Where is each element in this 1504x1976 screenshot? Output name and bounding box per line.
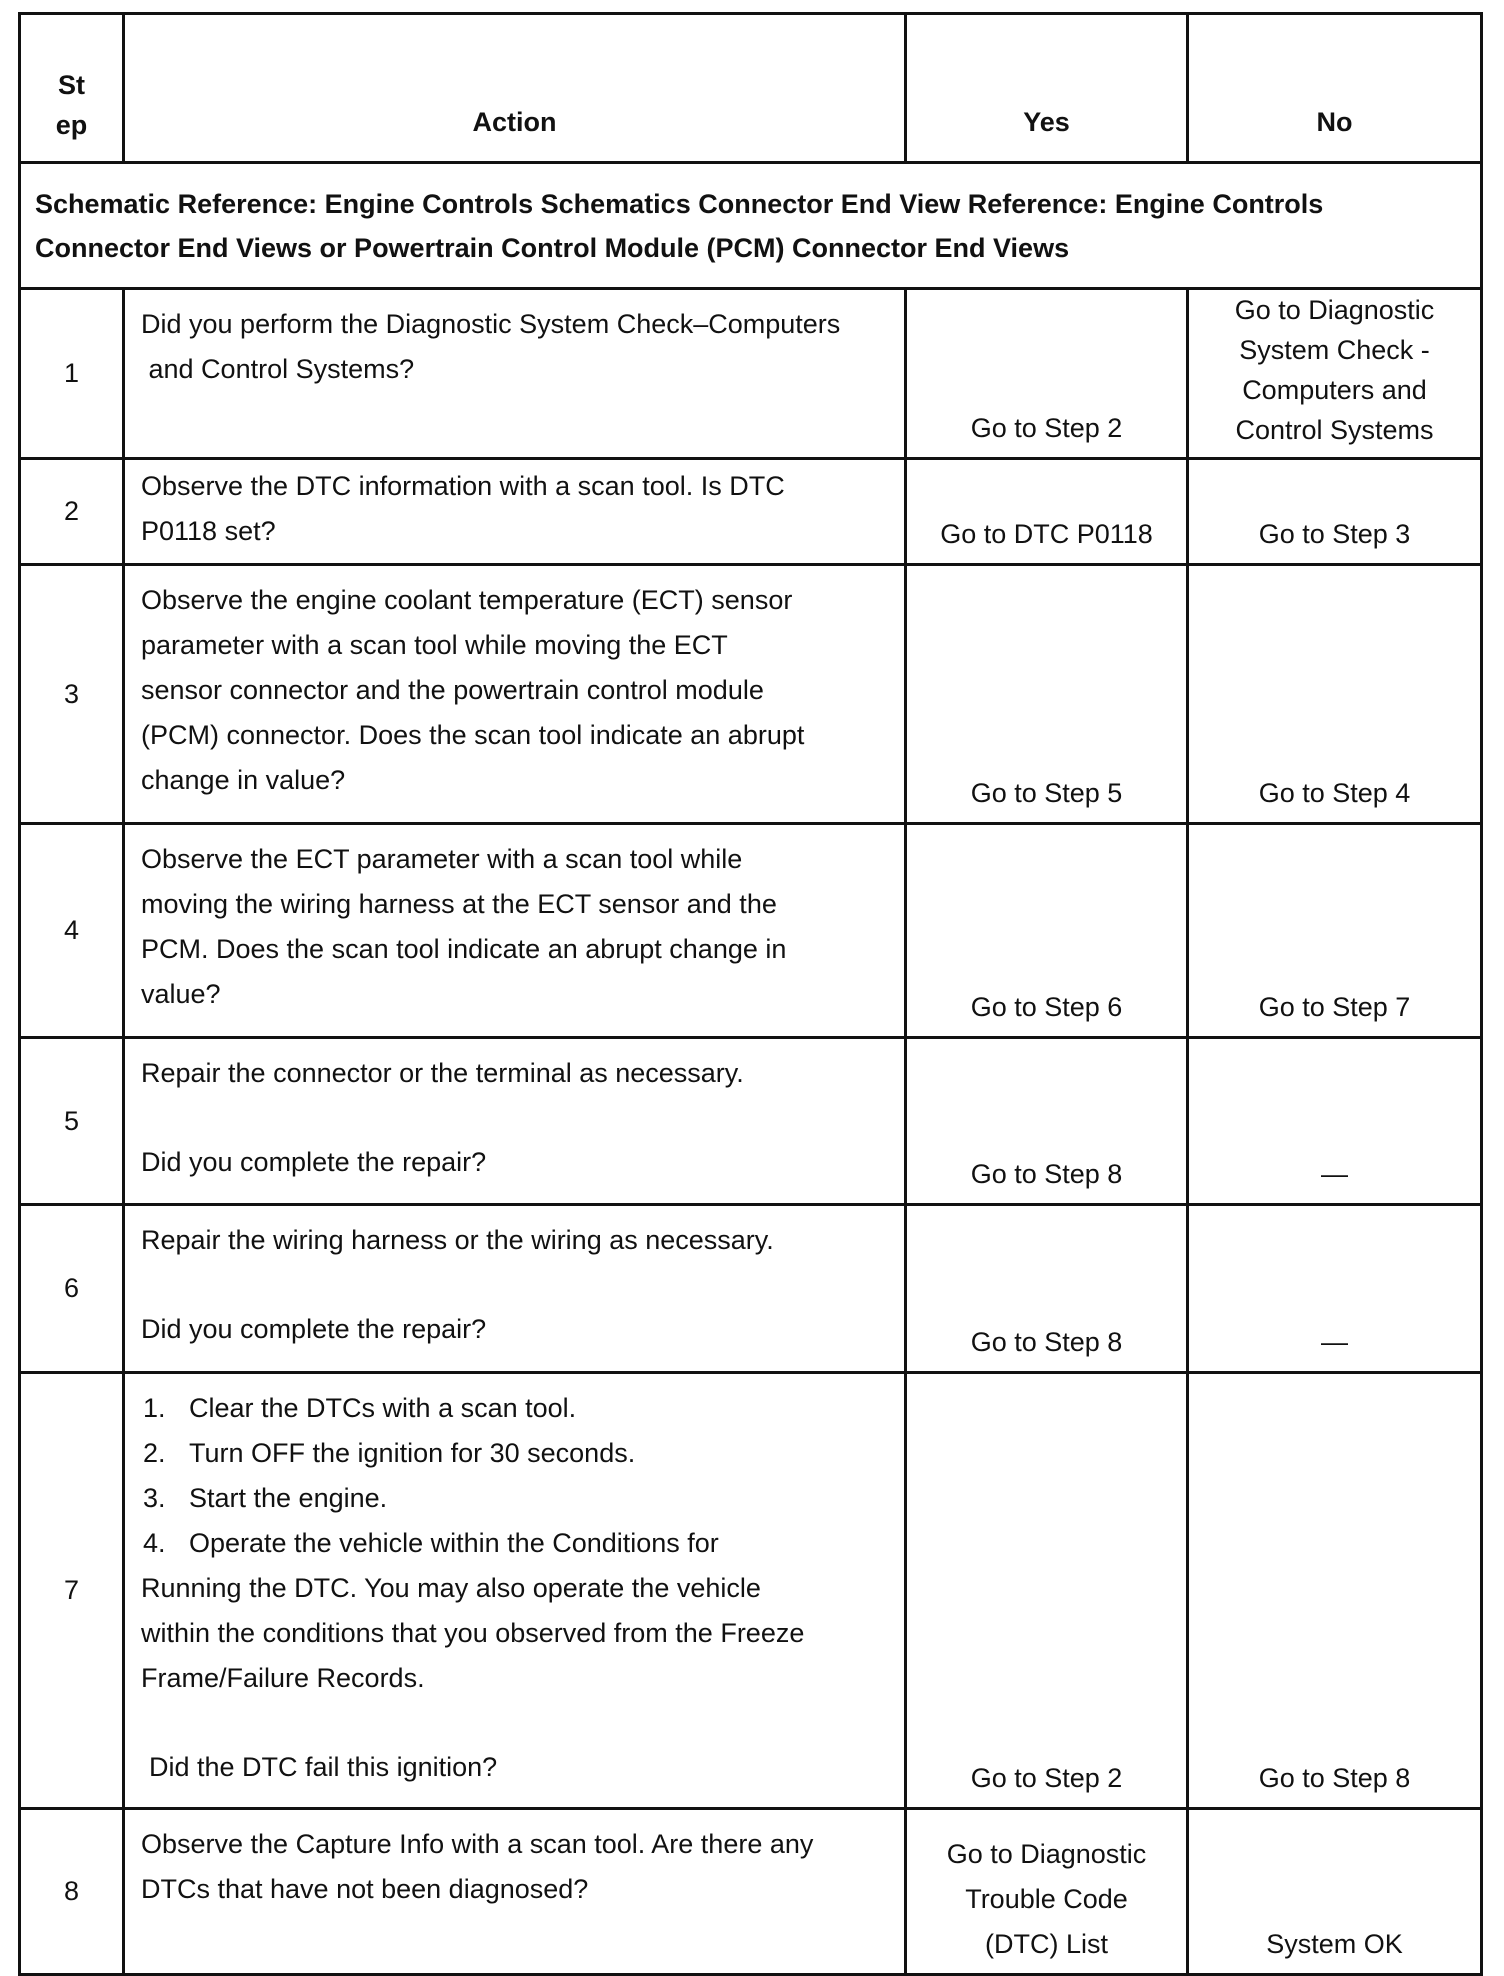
no-line: Control Systems <box>1235 414 1434 445</box>
no-line: System Check - <box>1239 334 1430 365</box>
action-question: Did the DTC fail this ignition? <box>149 1752 498 1783</box>
no-line: Go to Step 8 <box>1258 1763 1411 1794</box>
spacer <box>141 1096 888 1140</box>
yes-cell <box>906 1809 1188 1975</box>
action-question: Did you complete the repair? <box>141 1146 487 1177</box>
action-line: Frame/Failure Records. <box>141 1663 425 1694</box>
list-number: 4. <box>143 1528 166 1559</box>
action-cell <box>124 288 906 459</box>
table-row <box>20 459 1482 565</box>
schematic-reference-row <box>20 163 1482 288</box>
step-number: 4 <box>20 823 124 1037</box>
yes-line: Go to Step 5 <box>970 777 1123 808</box>
yes-cell <box>906 459 1188 565</box>
no-line: Go to Diagnostic <box>1234 294 1435 325</box>
list-number: 1. <box>143 1393 166 1424</box>
no-cell <box>1188 459 1482 565</box>
no-cell <box>1188 565 1482 824</box>
action-line: value? <box>141 978 221 1009</box>
yes-line: Go to DTC P0118 <box>940 519 1153 550</box>
list-text: Clear the DTCs with a scan tool. <box>189 1393 577 1424</box>
step-number: 5 <box>20 1037 124 1205</box>
list-item <box>141 1521 888 1566</box>
no-line: Go to Step 4 <box>1258 777 1411 808</box>
action-cell <box>124 1809 906 1975</box>
yes-line: Go to Step 6 <box>970 991 1123 1022</box>
action-cell <box>124 1373 906 1809</box>
action-line: Repair the connector or the terminal as necessary. <box>141 1057 744 1088</box>
action-cell <box>124 459 906 565</box>
yes-line: Go to Diagnostic <box>946 1839 1147 1869</box>
action-cell <box>124 1037 906 1205</box>
step-column-header <box>20 14 124 163</box>
action-line: within the conditions that you observed from the Freeze <box>141 1618 805 1649</box>
step-number: 3 <box>20 565 124 824</box>
list-text: Turn OFF the ignition for 30 seconds. <box>189 1438 636 1469</box>
action-cell <box>124 565 906 824</box>
schematic-reference-line2: Connector End Views or Powertrain Control Module (PCM) Connector End Views <box>35 232 1070 263</box>
spacer <box>141 1263 888 1307</box>
no-line: System OK <box>1266 1929 1403 1959</box>
no-cell <box>1188 1205 1482 1373</box>
action-line: P0118 set? <box>141 516 276 547</box>
spacer <box>141 1701 888 1745</box>
step-number: 7 <box>20 1373 124 1809</box>
yes-line: (DTC) List <box>985 1929 1108 1959</box>
no-line: Go to Step 3 <box>1258 519 1411 550</box>
action-line: sensor connector and the powertrain control module <box>141 675 764 706</box>
no-cell <box>1188 823 1482 1037</box>
table-header-row <box>20 14 1482 163</box>
step-number: 6 <box>20 1205 124 1373</box>
no-column-header: No <box>1188 14 1482 163</box>
step-header-line1: St <box>58 70 85 101</box>
action-column-header: Action <box>124 14 906 163</box>
yes-cell <box>906 1037 1188 1205</box>
action-line: Observe the Capture Info with a scan tool. Are there any <box>141 1829 814 1860</box>
no-cell <box>1188 288 1482 459</box>
list-number: 3. <box>143 1483 166 1514</box>
list-item <box>141 1476 888 1521</box>
table-row <box>20 823 1482 1037</box>
no-cell <box>1188 1037 1482 1205</box>
action-line: Observe the DTC information with a scan tool. Is DTC <box>141 471 785 502</box>
yes-cell <box>906 565 1188 824</box>
action-line: PCM. Does the scan tool indicate an abrupt change in <box>141 933 787 964</box>
list-item <box>141 1386 888 1431</box>
schematic-reference-line1: Schematic Reference: Engine Controls Schematics Connector End View Reference: Engine Controls <box>35 188 1324 219</box>
schematic-reference-cell <box>20 163 1482 288</box>
table-row <box>20 565 1482 824</box>
no-cell <box>1188 1373 1482 1809</box>
action-line: Repair the wiring harness or the wiring as necessary. <box>141 1225 774 1256</box>
list-item <box>141 1431 888 1476</box>
yes-line: Trouble Code <box>965 1884 1128 1914</box>
yes-cell <box>906 1205 1188 1373</box>
table-row <box>20 1809 1482 1975</box>
procedure-list <box>141 1386 888 1566</box>
action-line: (PCM) connector. Does the scan tool indicate an abrupt <box>141 720 805 751</box>
table-row <box>20 1205 1482 1373</box>
action-line: change in value? <box>141 765 346 796</box>
action-cell <box>124 823 906 1037</box>
yes-line: Go to Step 8 <box>970 1327 1123 1358</box>
action-line: moving the wiring harness at the ECT sensor and the <box>141 888 777 919</box>
table-row <box>20 288 1482 459</box>
action-question: Did you complete the repair? <box>141 1314 487 1345</box>
step-number: 1 <box>20 288 124 459</box>
yes-line: Go to Step 2 <box>970 1763 1123 1794</box>
yes-line: Go to Step 8 <box>970 1159 1123 1190</box>
action-line: Observe the ECT parameter with a scan tool while <box>141 843 743 874</box>
list-number: 2. <box>143 1438 166 1469</box>
action-line: Running the DTC. You may also operate the vehicle <box>141 1573 761 1604</box>
step-number: 2 <box>20 459 124 565</box>
step-number: 8 <box>20 1809 124 1975</box>
list-text: Start the engine. <box>189 1483 388 1514</box>
action-line: and Control Systems? <box>141 353 415 384</box>
yes-cell <box>906 1373 1188 1809</box>
step-header-line2: ep <box>55 110 88 141</box>
no-line: Computers and <box>1242 374 1427 405</box>
yes-cell <box>906 288 1188 459</box>
table-row <box>20 1037 1482 1205</box>
no-cell <box>1188 1809 1482 1975</box>
yes-column-header: Yes <box>906 14 1188 163</box>
no-line: — <box>1321 1159 1348 1190</box>
yes-cell <box>906 823 1188 1037</box>
action-line: parameter with a scan tool while moving the ECT <box>141 630 728 661</box>
action-line: Observe the engine coolant temperature (ECT) sensor <box>141 585 793 616</box>
yes-line: Go to Step 2 <box>970 413 1123 444</box>
list-text: Operate the vehicle within the Conditions for <box>189 1528 719 1559</box>
no-line: — <box>1321 1327 1348 1358</box>
diagnostic-table <box>18 12 1483 1976</box>
action-cell <box>124 1205 906 1373</box>
no-line: Go to Step 7 <box>1258 991 1411 1022</box>
action-line: DTCs that have not been diagnosed? <box>141 1874 589 1905</box>
action-line: Did you perform the Diagnostic System Check–Computers <box>141 308 841 339</box>
table-row <box>20 1373 1482 1809</box>
